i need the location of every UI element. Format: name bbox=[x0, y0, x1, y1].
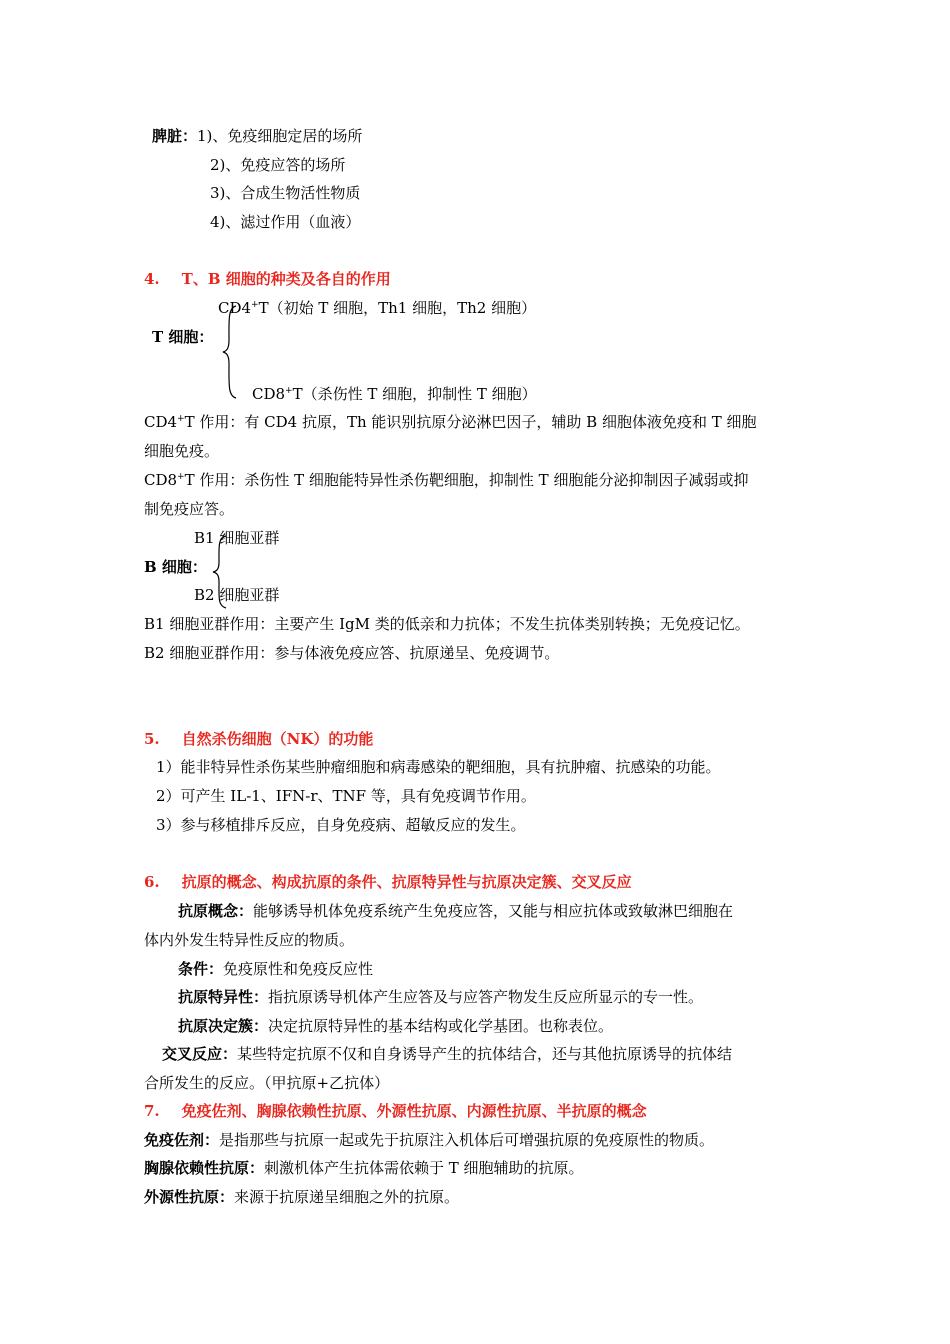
nk-function-2: 2）可产生 IL-1、IFN-r、TNF 等，具有免疫调节作用。 bbox=[156, 787, 536, 805]
exogenous-antigen-definition: 外源性抗原：来源于抗原递呈细胞之外的抗原。 bbox=[144, 1188, 460, 1206]
cd8-function-line-2: 制免疫应答。 bbox=[144, 500, 235, 518]
section-5-heading: 5. 自然杀伤细胞（NK）的功能 bbox=[144, 730, 374, 748]
antigen-conditions: 条件：免疫原性和免疫反应性 bbox=[178, 960, 374, 978]
section-7-heading: 7. 免疫佐剂、胸腺依赖性抗原、外源性抗原、内源性抗原、半抗原的概念 bbox=[144, 1102, 647, 1120]
nk-function-3: 3）参与移植排斥反应，自身免疫病、超敏反应的发生。 bbox=[156, 816, 526, 834]
cd8-function-line-1: CD8+T 作用：杀伤性 T 细胞能特异性杀伤靶细胞，抑制性 T 细胞能分泌抑制因子减弱或抑 bbox=[144, 471, 749, 489]
t-cell-label: T 细胞： bbox=[152, 328, 214, 346]
spleen-line-3: 3)、合成生物活性物质 bbox=[210, 184, 361, 202]
spleen-label: 脾脏： bbox=[152, 127, 198, 145]
antigen-concept-line-2: 体内外发生特异性反应的物质。 bbox=[144, 931, 355, 949]
section-4-heading: 4. T、B 细胞的种类及各自的作用 bbox=[144, 270, 391, 288]
spleen-item: 1)、免疫细胞定居的场所 bbox=[197, 127, 363, 145]
antigen-concept-line-1: 抗原概念：能够诱导机体免疫系统产生免疫应答，又能与相应抗体或致敏淋巴细胞在 bbox=[178, 902, 734, 920]
spleen-line-2: 2)、免疫应答的场所 bbox=[210, 156, 346, 174]
b-cell-subtype-2: B2 细胞亚群 bbox=[194, 586, 280, 604]
section-6-heading: 6. 抗原的概念、构成抗原的条件、抗原特异性与抗原决定簇、交叉反应 bbox=[144, 873, 632, 891]
b2-function: B2 细胞亚群作用：参与体液免疫应答、抗原递呈、免疫调节。 bbox=[144, 644, 560, 662]
antigen-specificity: 抗原特异性：指抗原诱导机体产生应答及与应答产物发生反应所显示的专一性。 bbox=[178, 988, 704, 1006]
cross-reaction-line-2: 合所发生的反应。（甲抗原+乙抗体） bbox=[144, 1074, 390, 1092]
cross-reaction-line-1: 交叉反应：某些特定抗原不仅和自身诱导产生的抗体结合，还与其他抗原诱导的抗体结 bbox=[162, 1045, 733, 1063]
spleen-line-4: 4)、滤过作用（血液） bbox=[210, 213, 361, 231]
adjuvant-definition: 免疫佐剂：是指那些与抗原一起或先于抗原注入机体后可增强抗原的免疫原性的物质。 bbox=[144, 1131, 715, 1149]
b1-function: B1 细胞亚群作用：主要产生 IgM 类的低亲和力抗体；不发生抗体类别转换；无免疫记忆。 bbox=[144, 615, 750, 633]
t-cell-cd4-subtype: CD4+T（初始 T 细胞，Th1 细胞，Th2 细胞） bbox=[218, 299, 537, 317]
td-antigen-definition: 胸腺依赖性抗原：刺激机体产生抗体需依赖于 T 细胞辅助的抗原。 bbox=[144, 1159, 584, 1177]
t-cell-brace bbox=[222, 304, 242, 400]
t-cell-cd8-subtype: CD8+T（杀伤性 T 细胞，抑制性 T 细胞） bbox=[252, 385, 537, 403]
cd4-function-line-2: 细胞免疫。 bbox=[144, 442, 220, 460]
antigenic-determinant: 抗原决定簇：决定抗原特异性的基本结构或化学基团。也称表位。 bbox=[178, 1017, 614, 1035]
cd4-function-line-1: CD4+T 作用：有 CD4 抗原，Th 能识别抗原分泌淋巴因子，辅助 B 细胞体液免疫和 T 细胞 bbox=[144, 413, 757, 431]
b-cell-subtype-1: B1 细胞亚群 bbox=[194, 529, 280, 547]
nk-function-1: 1）能非特异性杀伤某些肿瘤细胞和病毒感染的靶细胞，具有抗肿瘤、抗感染的功能。 bbox=[156, 758, 721, 776]
spleen-line-1 bbox=[152, 126, 362, 146]
b-cell-label: B 细胞： bbox=[144, 558, 207, 576]
